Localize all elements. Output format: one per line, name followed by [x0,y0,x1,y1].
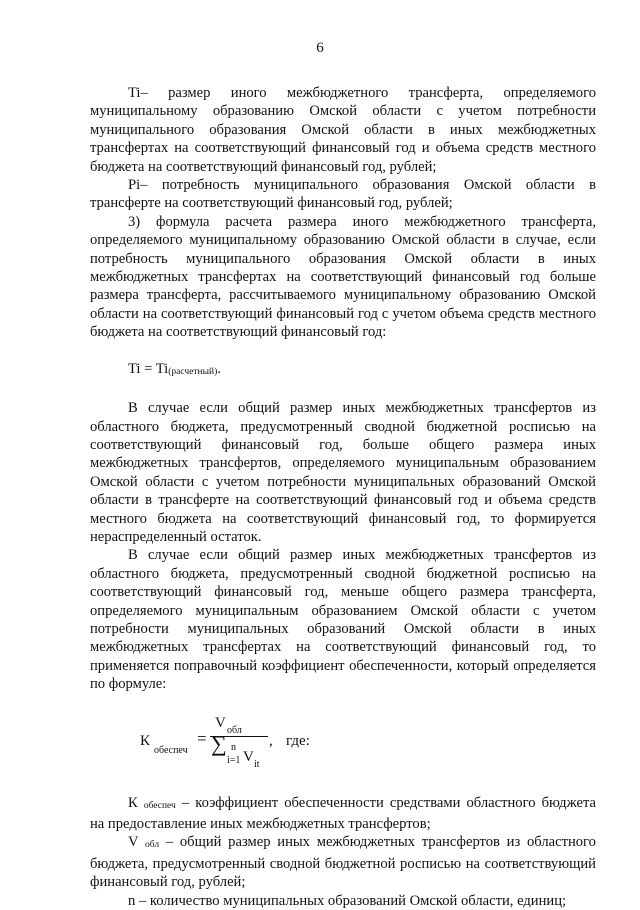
definition-v [90,833,596,891]
formula-ti-eq: = [144,360,153,377]
formula-denominator-sub: it [254,758,260,770]
definition-p-text: – потребность муниципального образования Омской области в трансферте на соответствующий финансовый год, рублей; [90,177,596,212]
symbol-v: V [128,834,139,851]
definition-t [90,84,596,176]
formula-ti [90,360,596,381]
definition-t-text: – размер иного межбюджетного трансферта, определяемого муниципальному образованию Омской области с учетом потребности муниципального образования Омской области в иных межбюджетных трансфертах на соответствующий финансовый год и объема средств местного бюджета на соответствующий финансовый год, рублей; [90,85,596,175]
symbol-p: Pi [128,177,141,194]
symbol-k-sub: обеспеч [143,800,176,811]
definition-p [90,176,596,213]
formula-ti-end: . [217,360,221,377]
document-body [90,84,596,910]
sigma-icon: ∑ [211,730,227,756]
formula-ti-lhs: Ti [128,360,141,377]
formula-ti-rhs: Ti [155,360,169,377]
sum-lower-limit: i=1 [227,754,241,766]
formula-numerator-sub: обл [227,724,242,736]
formula-eq: = [197,728,207,748]
formula-numerator: V [215,714,226,731]
formula-denominator: V [243,748,254,765]
sum-upper-limit: n [231,741,236,753]
formula-k: К [140,732,151,749]
definition-k [90,794,596,834]
case-deficit-paragraph: В случае если общий размер иных межбюджетных трансфертов из областного бюджета, предусмотренный сводной бюджетной росписью на соответствующий финансовый год, меньше общего размера трансферта, определяемого муниципальным образованием Омской области с учетом потребности муниципальных образований Омской области в иных межбюджетных трансфертах на соответствующий финансовый год, то применяется поправочный коэффициент обеспеченности, который определяется по формуле: [90,547,596,693]
definition-k-text: – коэффициент обеспеченности средствами областного бюджета на предоставление иных межбюджетных трансфертов; [90,794,596,832]
formula-ti-rhs-sub: (расчетный) [168,366,218,377]
formula-comma: , [269,732,273,749]
definition-v-text: – общий размер иных межбюджетных трансфертов из областного бюджета, предусмотренный сводной бюджетной росписью на соответствующий финансовый год, рублей; [90,834,596,891]
item-3-paragraph: 3) формула расчета размера иного межбюджетного трансферта, определяемого муниципальному образованию Омской области в случае, если потребность муниципального образования Омской области в иных межбюджетных трансфертах на соответствующий финансовый год больше размера трансферта, рассчитываемого муниципальному образованию Омской области на соответствующий финансовый год с учетом объема средств местного бюджета на соответствующий финансовый год: [90,213,596,341]
definition-n [90,892,596,910]
formula-k-sub: обеспеч [154,744,188,756]
definition-n-text: – количество муниципальных образований Омской области, единиц; [138,892,567,909]
symbol-v-sub: обл [145,840,160,851]
formula-where: где: [286,732,310,749]
symbol-n: n [128,892,136,909]
case-surplus-paragraph: В случае если общий размер иных межбюджетных трансфертов из областного бюджета, предусмотренный сводной бюджетной росписью на соответствующий финансовый год, больше общего размера иных межбюджетных трансфертов, определяемого муниципальным образованием Омской области с учетом потребности муниципальных образований Омской области в трансферте на соответствующий финансовый год и объема средств местного бюджета на соответствующий финансовый год, то формируется нераспределенный остаток. [90,400,596,545]
symbol-t: Ti [128,85,141,101]
page-number: 6 [316,40,324,56]
formula-coefficient [90,714,596,770]
symbol-k: К [128,794,138,811]
